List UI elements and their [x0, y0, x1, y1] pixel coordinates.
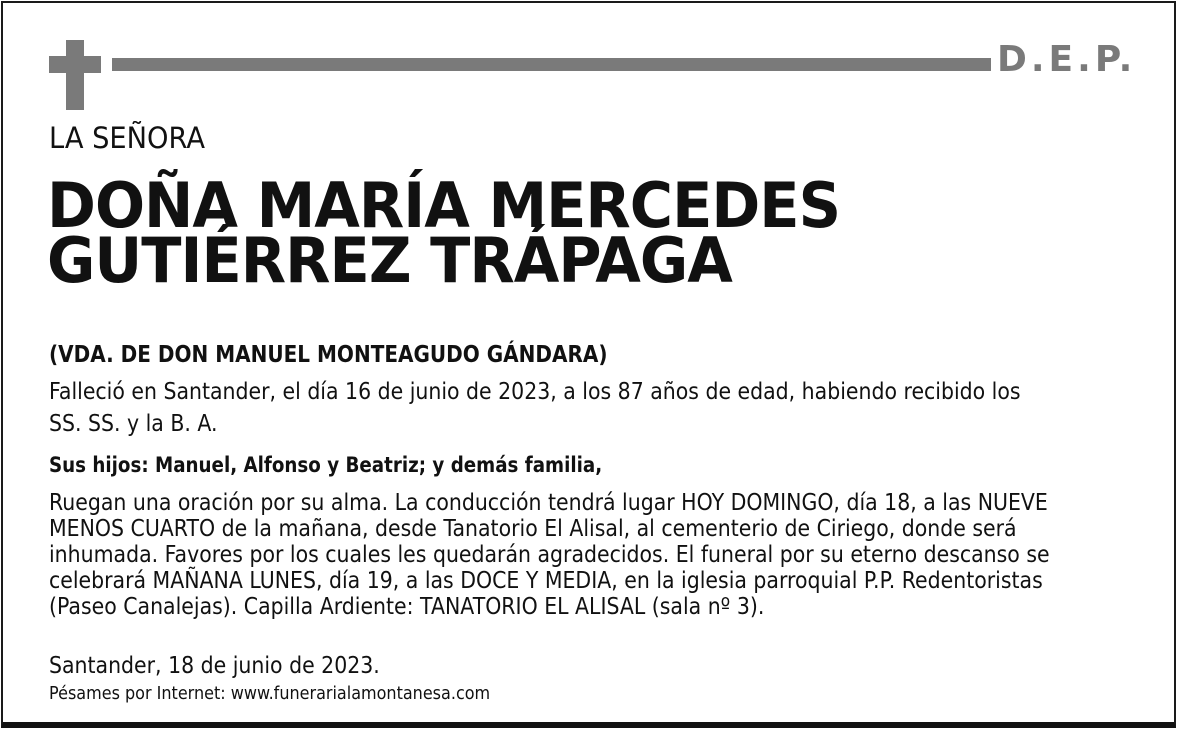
request-line: (Paseo Canalejas). Capilla Ardiente: TANATORIO EL ALISAL (sala nº 3).	[49, 594, 765, 620]
death-text-line-2: SS. SS. y la B. A.	[49, 411, 218, 437]
death-text-line-1: Falleció en Santander, el día 16 de junio de 2023, a los 87 años de edad, habiendo recibido los	[49, 379, 1021, 405]
condolences-web: Pésames por Internet: www.funerarialamontanesa.com	[49, 683, 491, 704]
family-line: Sus hijos: Manuel, Alfonso y Beatriz; y demás familia,	[49, 453, 603, 477]
widow-of-line: (VDA. DE DON MANUEL MONTEAGUDO GÁNDARA)	[49, 342, 608, 368]
request-line: inhumada. Favores por los cuales les quedarán agradecidos. El funeral por su eterno descanso se	[49, 542, 1050, 568]
cross-icon-bar	[49, 56, 101, 73]
cross-icon	[66, 40, 84, 110]
header-rule	[112, 58, 991, 71]
deceased-name-line-2: GUTIÉRREZ TRÁPAGA	[47, 224, 732, 297]
request-line: celebrará MAÑANA LUNES, día 19, a las DOCE Y MEDIA, en la iglesia parroquial P.P. Redentoristas	[49, 568, 1043, 594]
honorific-label: LA SEÑORA	[49, 121, 205, 155]
request-line: MENOS CUARTO de la mañana, desde Tanatorio El Alisal, al cementerio de Ciriego, donde será	[49, 516, 1017, 542]
place-date: Santander, 18 de junio de 2023.	[49, 653, 380, 679]
deceased-name-line-1: DOÑA MARÍA MERCEDES	[47, 169, 841, 242]
request-line: Ruegan una oración por su alma. La conducción tendrá lugar HOY DOMINGO, día 18, a las NUEVE	[49, 490, 1048, 516]
dep-heading: D.E.P.	[997, 39, 1137, 80]
obituary-notice	[1, 1, 1176, 728]
